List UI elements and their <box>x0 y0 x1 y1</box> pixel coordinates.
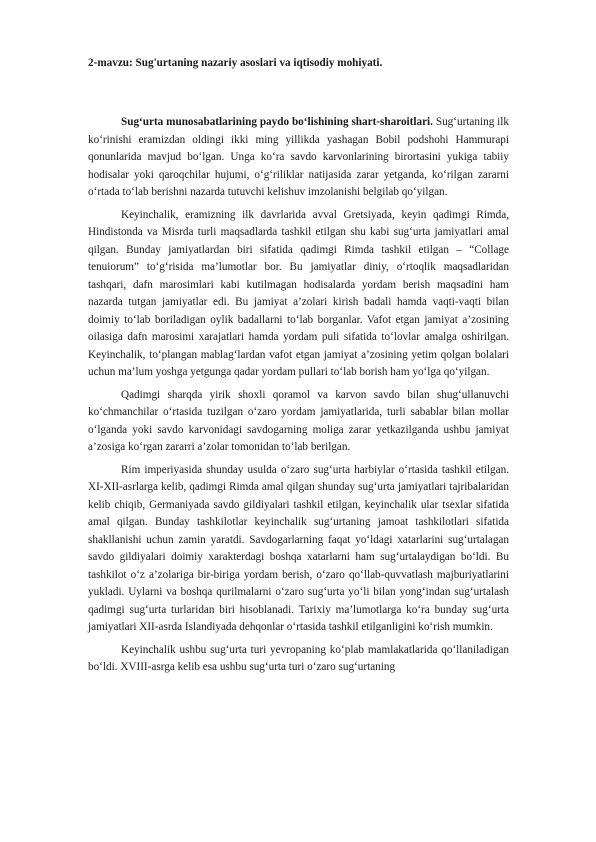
document-body <box>88 114 509 682</box>
paragraph-text: Keyinchalik, eramizning ilk davrlarida avval Gretsiyada, keyin qadimgi Rimda, Hindistonda va Misrda turli maqsadlarda tashkil etilgan shu kabi sug‘urta jamiyatlari amal qilgan. Bunday jamiyatlardan biri sifatida qadimgi Rimda tashkil etilgan – “Collage tenuiorum” to‘g‘risida ma’lumotlar bor. Bu jamiyatlar diniy, o‘rtoqlik maqsadlaridan tashqari, dafn marosimlari kabi kutilmagan hodisalarda yordam berish maqsadini ham nazarda tutgan jamiyatlar edi. Bu jamiyat a’zolari kirish badali hamda vaqti-vaqti bilan doimiy to‘lab boriladigan oylik badallarni to‘lab borganlar. Vafot etgan jamiyat a’zosining oilasiga dafn marosimi xarajatlari hamda yordam puli sifatida to‘lovlar amalga oshirilgan. Keyinchalik, to‘plangan mablag‘lardan vafot etgan jamiyat a’zosining yetim qolgan bolalari uchun ma’lum yoshga yetgunga qadar yordam pullari to‘lab borish ham yo‘lga qo‘yilgan. <box>88 208 509 378</box>
paragraph-5 <box>88 642 509 677</box>
section-heading: Sug‘urta munosabatlarining paydo bo‘lishining shart-sharoitlari. <box>121 116 433 128</box>
paragraph-text: Sug‘urtaning ilk ko‘rinishi eramizdan oldingi ikki ming yillikda yashagan Bobil podshohi Hammurapi qonunlarida mavjud bo‘lgan. Unga ko‘ra savdo karvonlarining birortasini yukiga tabiiy hodisalar yoki qaroqchilar hujumi, o‘g‘riliklar natijasida zarar yetganda, ko‘rilgan zararni o‘rtada to‘lab berishni nazarda tutuvchi kelishuv imzolanishi belgilab qo‘yilgan. <box>88 116 509 198</box>
paragraph-text: Keyinchalik ushbu sug‘urta turi yevropaning ko‘plab mamlakatlarida qo‘llaniladigan bo‘ldi. XVIII-asrga kelib esa ushbu sug‘urta turi o‘zaro sug‘urtaning <box>88 643 509 673</box>
paragraph-text: Rim imperiyasida shunday usulda o‘zaro sug‘urta harbiylar o‘rtasida tashkil etilgan. XI-XII-asrlarga kelib, qadimgi Rimda amal qilgan shunday sug‘urta jamiyatlari tajribalaridan kelib chiqib, Germaniyada savdo gildiyalari tashkil etilgan, keyinchalik ular tsexlar sifatida amal qilgan. Bunday tashkilotlar keyinchalik sug‘urtaning jamoat tashkilotlari sifatida shakllanishi uchun zamin yaratdi. Savdogarlarning faqat yo‘ldagi xatarlarini sug‘urtalagan savdo gildiyalari doimiy xarakterdagi boshqa xatarlarni ham sug‘urtalaydigan bo‘ldi. Bu tashkilot o‘z a’zolariga bir-biriga yordam berish, o‘zaro qo‘llab-quvvatlash majburiyatlarini yukladi. Uylarni va boshqa qurilmalarni o‘zaro sug‘urta yo‘li bilan yong‘indan sug‘urtalash qadimgi sug‘urta turlaridan biri hisoblanadi. Tarixiy ma’lumotlarga ko‘ra bunday sug‘urta jamiyatlari XII-asrda Islandiyada dehqonlar o‘rtasida tashkil etilganligini ko‘rish mumkin. <box>88 463 509 633</box>
paragraph-3 <box>88 387 509 457</box>
page-title: 2-mavzu: Sug'urtaning nazariy asoslari va iqtisodiy mohiyati. <box>88 57 383 69</box>
paragraph-1 <box>88 114 509 202</box>
paragraph-4 <box>88 462 509 637</box>
paragraph-text: Qadimgi sharqda yirik shoxli qoramol va karvon savdo bilan shug‘ullanuvchi ko‘chmanchilar o‘rtasida tuzilgan o‘zaro yordam jamiyatlarida, turli sabablar bilan mollar o‘lganda yoki savdo karvonidagi savdogarning moliga zarar yetkazilganda ushbu jamiyat a’zosiga ko‘rgan zararri a’zolar tomonidan to‘lab berilgan. <box>88 388 509 453</box>
paragraph-2 <box>88 207 509 382</box>
